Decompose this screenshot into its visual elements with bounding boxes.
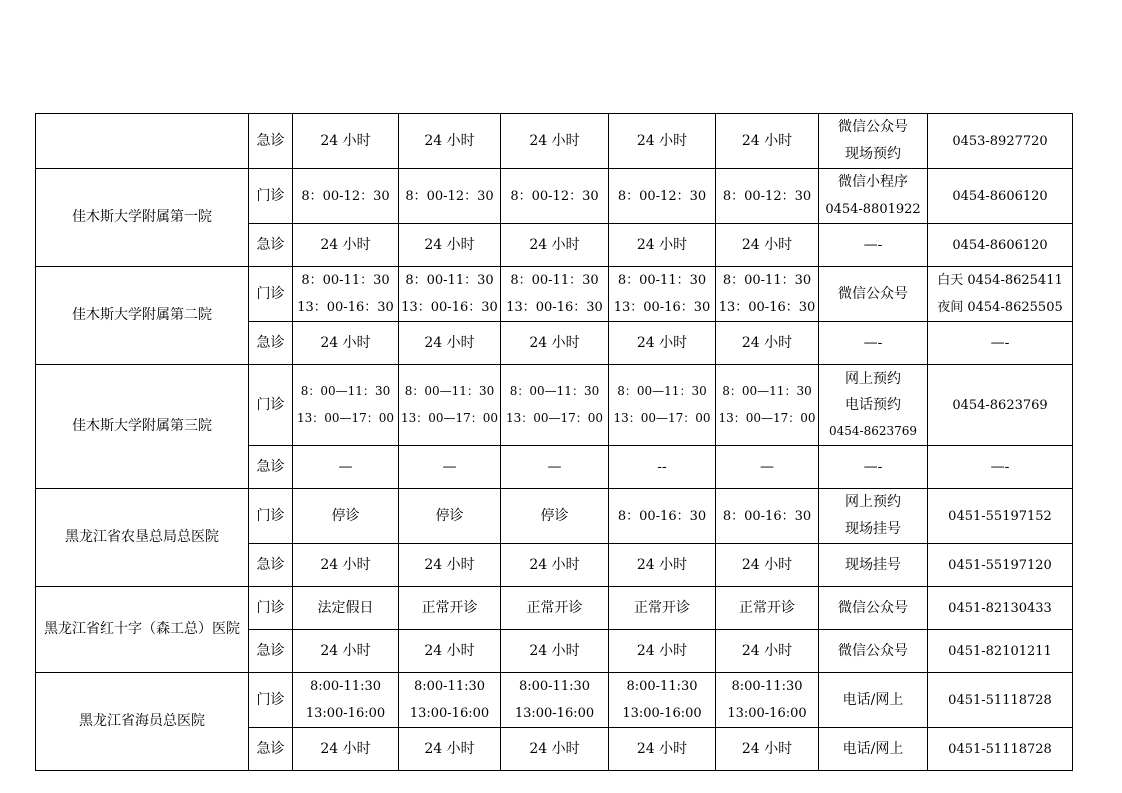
hours-cell (609, 630, 716, 673)
phone-cell (928, 544, 1073, 587)
hours-text: 24 小时 (636, 236, 688, 253)
hours-text: 13:00-16:00 (727, 706, 807, 721)
hours-text: 24 小时 (741, 334, 793, 351)
hours-text: 8:00-11:30 (626, 679, 698, 694)
hours-cell (501, 544, 609, 587)
phone-number: 0451-51118728 (948, 741, 1052, 757)
hospital-name: 黑龙江省红十字（森工总）医院 (44, 621, 240, 637)
visit-type: 急诊 (256, 334, 285, 351)
visit-type-cell (249, 169, 293, 224)
visit-type: 门诊 (256, 599, 285, 616)
phone-cell (928, 267, 1073, 322)
hours-cell (293, 446, 399, 489)
visit-type-cell (249, 728, 293, 771)
phone-number: 0451-82101211 (948, 643, 1052, 659)
booking-cell (819, 114, 928, 169)
booking-text: —- (863, 236, 883, 253)
booking-text: —- (863, 458, 883, 475)
hours-text: 8：00-11：30 (405, 273, 494, 288)
booking-text: 电话/网上 (842, 691, 904, 708)
booking-text: —- (863, 334, 883, 351)
hours-cell (399, 365, 501, 446)
hours-text: 13:00-16:00 (305, 706, 386, 721)
visit-type-cell (249, 630, 293, 673)
hours-text: 24 小时 (424, 740, 475, 757)
hours-cell (716, 587, 819, 630)
hours-cell (293, 267, 399, 322)
visit-type: 急诊 (256, 740, 285, 757)
table-row (36, 587, 1073, 630)
hospital-name: 黑龙江省农垦总局总医院 (65, 529, 219, 545)
hours-text: 8：00-12：30 (510, 188, 599, 204)
visit-type-cell (249, 673, 293, 728)
phone-number: 0451-55197120 (948, 557, 1052, 573)
hours-text: 13：00-16：30 (401, 300, 498, 315)
hours-cell (716, 728, 819, 771)
hospital-name-cell (36, 587, 249, 673)
hours-text: 24 小时 (424, 236, 475, 253)
hours-text: 24 小时 (320, 334, 371, 351)
hours-cell (609, 267, 716, 322)
phone-cell (928, 489, 1073, 544)
visit-type: 急诊 (256, 556, 285, 573)
hours-text: 13：00-16：30 (297, 300, 394, 315)
hours-text: 8：00—11：30 (509, 384, 600, 398)
booking-cell (819, 673, 928, 728)
hours-cell (501, 224, 609, 267)
phone-number: 0454-8606120 (952, 237, 1048, 253)
visit-type-cell (249, 544, 293, 587)
hours-cell (609, 322, 716, 365)
hours-text: 24 小时 (741, 740, 793, 757)
hours-cell (293, 587, 399, 630)
hours-cell (609, 224, 716, 267)
phone-cell (928, 169, 1073, 224)
hours-text: 8:00-11:30 (413, 679, 486, 694)
booking-text: 微信公众号 (838, 642, 908, 659)
hours-cell (501, 267, 609, 322)
booking-cell (819, 322, 928, 365)
hours-cell (293, 489, 399, 544)
hours-text: 8：00-16：30 (617, 508, 707, 524)
phone-cell (928, 322, 1073, 365)
visit-type-cell (249, 587, 293, 630)
visit-type-cell (249, 489, 293, 544)
booking-text: 现场挂号 (845, 556, 901, 573)
hours-cell (716, 673, 819, 728)
hours-text: 8：00—11：30 (722, 384, 812, 398)
hours-text: 24 小时 (529, 132, 580, 149)
hours-text: 正常开诊 (739, 599, 795, 616)
booking-cell (819, 169, 928, 224)
hours-text: 正常开诊 (421, 599, 478, 616)
hours-text: 24 小时 (529, 740, 580, 757)
hours-text: 正常开诊 (634, 599, 690, 616)
hours-cell (716, 169, 819, 224)
hours-text: 13：00—17：00 (613, 411, 711, 425)
hours-cell (609, 587, 716, 630)
hours-cell (293, 630, 399, 673)
booking-cell (819, 544, 928, 587)
hours-cell (716, 267, 819, 322)
phone-cell (928, 365, 1073, 446)
hours-cell (501, 489, 609, 544)
hours-text: 24 小时 (636, 740, 688, 757)
hours-text: — (760, 458, 774, 475)
hours-cell (716, 224, 819, 267)
visit-type: 急诊 (256, 458, 285, 475)
hours-text: 13：00-16：30 (613, 300, 711, 315)
booking-text: 现场预约 (845, 146, 901, 162)
booking-text: 微信公众号 (838, 285, 908, 302)
hours-text: 13:00-16:00 (622, 706, 702, 721)
hours-text: 24 小时 (320, 556, 371, 573)
visit-type: 门诊 (256, 507, 285, 524)
hours-cell (501, 114, 609, 169)
hours-cell (716, 489, 819, 544)
booking-text: 网上预约 (845, 494, 901, 510)
hours-text: 13：00-16：30 (506, 300, 603, 315)
visit-type: 门诊 (256, 691, 285, 708)
hours-cell (609, 673, 716, 728)
phone-number: 0451-55197152 (948, 508, 1052, 524)
booking-cell (819, 224, 928, 267)
phone-number: 0454-8623769 (952, 397, 1048, 413)
hours-cell (399, 728, 501, 771)
hours-cell (399, 267, 501, 322)
hours-cell (399, 587, 501, 630)
hours-text: 24 小时 (741, 132, 793, 149)
hours-cell (399, 322, 501, 365)
hours-cell (609, 114, 716, 169)
hours-cell (501, 630, 609, 673)
hours-text: 24 小时 (424, 642, 475, 659)
phone-number: 0451-51118728 (948, 692, 1052, 708)
hours-text: 24 小时 (741, 642, 793, 659)
hours-cell (501, 446, 609, 489)
phone-number: 0454-8606120 (952, 188, 1048, 204)
hours-cell (716, 365, 819, 446)
visit-type: 门诊 (256, 396, 285, 413)
hours-cell (399, 673, 501, 728)
hours-text: 13:00-16:00 (409, 706, 490, 721)
hours-cell (399, 630, 501, 673)
booking-text: 微信公众号 (838, 599, 908, 616)
hours-text: 24 小时 (741, 236, 793, 253)
hours-text: 8:00-11:30 (518, 679, 591, 694)
hours-cell (609, 544, 716, 587)
hours-text: 24 小时 (320, 236, 371, 253)
hours-cell (293, 169, 399, 224)
booking-cell (819, 365, 928, 446)
hours-cell (399, 544, 501, 587)
hours-cell (293, 322, 399, 365)
hospital-name-cell (36, 169, 249, 267)
booking-cell (819, 630, 928, 673)
hours-cell (609, 365, 716, 446)
hours-text: 8：00-12：30 (722, 188, 812, 204)
phone-number: 0453-8927720 (952, 133, 1048, 149)
hours-cell (501, 587, 609, 630)
phone-cell (928, 587, 1073, 630)
phone-number: 夜间 0454-8625505 (937, 300, 1063, 315)
hours-text: — (338, 458, 353, 475)
hours-text: 24 小时 (424, 334, 475, 351)
hours-text: 8：00-11：30 (617, 273, 707, 288)
hospital-name: 黑龙江省海员总医院 (79, 713, 205, 729)
hours-text: 24 小时 (320, 642, 371, 659)
booking-text: 0454-8623769 (828, 424, 918, 438)
hours-text: 24 小时 (424, 556, 475, 573)
visit-type-cell (249, 446, 293, 489)
hospital-name: 佳木斯大学附属第三院 (72, 418, 212, 434)
hours-text: 8:00-11:30 (731, 679, 803, 694)
booking-cell (819, 489, 928, 544)
phone-cell (928, 728, 1073, 771)
booking-text: 现场挂号 (845, 521, 901, 537)
hours-text: 24 小时 (529, 642, 580, 659)
booking-text: 电话/网上 (842, 740, 904, 757)
hours-text: 13:00-16:00 (514, 706, 595, 721)
hours-text: 8:00-11:30 (309, 679, 382, 694)
hours-text: 24 小时 (529, 556, 580, 573)
table-row (36, 114, 1073, 169)
visit-type: 急诊 (256, 236, 285, 253)
hours-cell (716, 630, 819, 673)
hospital-name-cell (36, 489, 249, 587)
hours-cell (501, 365, 609, 446)
hours-cell (609, 489, 716, 544)
hours-text: 24 小时 (636, 642, 688, 659)
hours-cell (716, 114, 819, 169)
visit-type-cell (249, 365, 293, 446)
visit-type: 急诊 (256, 642, 285, 659)
hospital-name: 佳木斯大学附属第二院 (72, 307, 212, 323)
booking-text: 微信公众号 (838, 119, 908, 135)
booking-text: 0454-8801922 (825, 202, 921, 217)
hours-cell (501, 673, 609, 728)
hours-text: 8：00-12：30 (405, 188, 494, 204)
hours-cell (293, 673, 399, 728)
hospital-name-cell (36, 365, 249, 489)
booking-cell (819, 728, 928, 771)
hours-cell (609, 169, 716, 224)
hours-text: — (442, 458, 457, 475)
hours-cell (501, 322, 609, 365)
hours-text: 法定假日 (317, 599, 374, 616)
table-row (36, 489, 1073, 544)
hours-text: 13：00—17：00 (505, 411, 604, 425)
hours-text: 停诊 (540, 507, 569, 524)
hours-text: 8：00-11：30 (722, 273, 812, 288)
hours-text: 13：00-16：30 (718, 300, 816, 315)
booking-cell (819, 267, 928, 322)
hours-cell (293, 114, 399, 169)
hours-cell (293, 224, 399, 267)
hours-text: 13：00—17：00 (718, 411, 816, 425)
hours-text: 8：00-12：30 (301, 188, 390, 204)
hours-text: 8：00-12：30 (617, 188, 707, 204)
visit-type-cell (249, 267, 293, 322)
hours-cell (716, 544, 819, 587)
hours-text: 24 小时 (741, 556, 793, 573)
booking-text: 微信小程序 (838, 174, 908, 190)
visit-type-cell (249, 114, 293, 169)
hours-cell (716, 446, 819, 489)
hours-text: 8：00-11：30 (510, 273, 599, 288)
phone-cell (928, 446, 1073, 489)
hours-text: 8：00—11：30 (617, 384, 707, 398)
table-row (36, 267, 1073, 322)
hours-text: 13：00—17：00 (296, 411, 395, 425)
hours-text: 24 小时 (320, 740, 371, 757)
phone-cell (928, 673, 1073, 728)
hospital-schedule-table (35, 113, 1073, 771)
visit-type: 门诊 (256, 285, 285, 302)
phone-cell (928, 114, 1073, 169)
hours-text: 24 小时 (529, 236, 580, 253)
hours-text: — (547, 458, 562, 475)
hospital-name-cell (36, 114, 249, 169)
hours-text: 24 小时 (529, 334, 580, 351)
visit-type: 急诊 (256, 132, 285, 149)
hours-text: 8：00-16：30 (722, 508, 812, 524)
hospital-name-cell (36, 673, 249, 771)
phone-number: —- (990, 334, 1010, 351)
visit-type-cell (249, 224, 293, 267)
table-row (36, 365, 1073, 446)
hours-text: 8：00-11：30 (301, 273, 390, 288)
visit-type-cell (249, 322, 293, 365)
booking-text: 网上预约 (845, 371, 901, 387)
booking-cell (819, 446, 928, 489)
table-row (36, 169, 1073, 224)
hours-text: 停诊 (331, 507, 360, 524)
hours-cell (399, 169, 501, 224)
hours-text: 停诊 (435, 507, 464, 524)
hours-cell (399, 446, 501, 489)
hours-cell (399, 489, 501, 544)
phone-number: —- (990, 458, 1010, 475)
hours-text: 24 小时 (424, 132, 475, 149)
hours-cell (399, 114, 501, 169)
hours-cell (399, 224, 501, 267)
hospital-name: 佳木斯大学附属第一院 (72, 209, 212, 225)
phone-number: 白天 0454-8625411 (937, 273, 1063, 288)
hours-text: 24 小时 (636, 132, 688, 149)
hours-cell (293, 365, 399, 446)
hours-cell (501, 728, 609, 771)
hours-text: 8：00—11：30 (404, 384, 495, 398)
hours-cell (609, 728, 716, 771)
table-row (36, 673, 1073, 728)
hours-cell (501, 169, 609, 224)
hours-cell (716, 322, 819, 365)
hours-cell (293, 544, 399, 587)
visit-type: 门诊 (256, 187, 285, 204)
hours-text: 24 小时 (636, 556, 688, 573)
hours-text: -- (657, 458, 667, 475)
hours-text: 24 小时 (636, 334, 688, 351)
phone-number: 0451-82130433 (948, 600, 1052, 616)
hours-text: 13：00—17：00 (400, 411, 499, 425)
hours-text: 正常开诊 (526, 599, 583, 616)
hours-text: 24 小时 (320, 132, 371, 149)
hours-text: 8：00—11：30 (300, 384, 391, 398)
booking-cell (819, 587, 928, 630)
hours-cell (609, 446, 716, 489)
phone-cell (928, 630, 1073, 673)
booking-text: 电话预约 (845, 397, 901, 413)
hours-cell (293, 728, 399, 771)
phone-cell (928, 224, 1073, 267)
hospital-name-cell (36, 267, 249, 365)
